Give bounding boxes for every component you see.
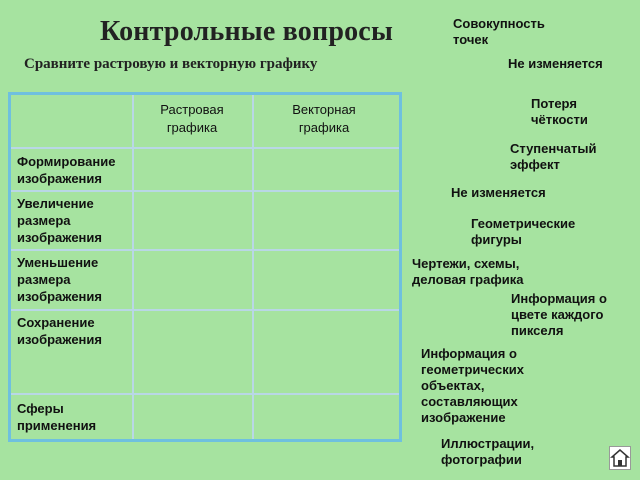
row-divider: [11, 393, 399, 395]
table-cell-empty[interactable]: [134, 149, 252, 190]
home-icon[interactable]: [609, 446, 631, 470]
row-divider: [11, 309, 399, 311]
answer-item[interactable]: Геометрические фигуры: [471, 216, 576, 247]
row-divider: [11, 249, 399, 251]
answer-item[interactable]: Ступенчатый эффект: [510, 141, 597, 172]
answer-item[interactable]: Информация о цвете каждого пикселя: [511, 291, 607, 338]
row-label-save: Сохранение изображения: [17, 315, 102, 347]
page-subtitle: Сравните растровую и векторную графику: [24, 56, 318, 72]
answer-item[interactable]: Не изменяется: [508, 56, 603, 71]
answer-item[interactable]: Чертежи, схемы, деловая графика: [412, 256, 524, 287]
row-label-scope: Сферы применения: [17, 401, 97, 433]
column-header-vector: Векторная графика: [292, 102, 356, 135]
answer-item[interactable]: Не изменяется: [451, 185, 546, 200]
comparison-table: [8, 92, 402, 442]
row-label-enlarge: Увеличение размера изображения: [17, 196, 102, 245]
answer-item[interactable]: Информация о геометрических объектах, составляющих изображение: [421, 346, 524, 425]
column-header-raster: Растровая графика: [160, 102, 224, 135]
answer-item[interactable]: Иллюстрации, фотографии: [441, 436, 535, 467]
row-divider: [11, 190, 399, 192]
row-label-formation: Формирование изображения: [17, 154, 116, 186]
answer-item[interactable]: Совокупность точек: [453, 16, 545, 47]
page-title: Контрольные вопросы: [100, 16, 394, 47]
answer-item[interactable]: Потеря чёткости: [531, 96, 588, 127]
row-label-reduce: Уменьшение размера изображения: [17, 255, 102, 304]
table-cell-empty[interactable]: [254, 149, 399, 190]
